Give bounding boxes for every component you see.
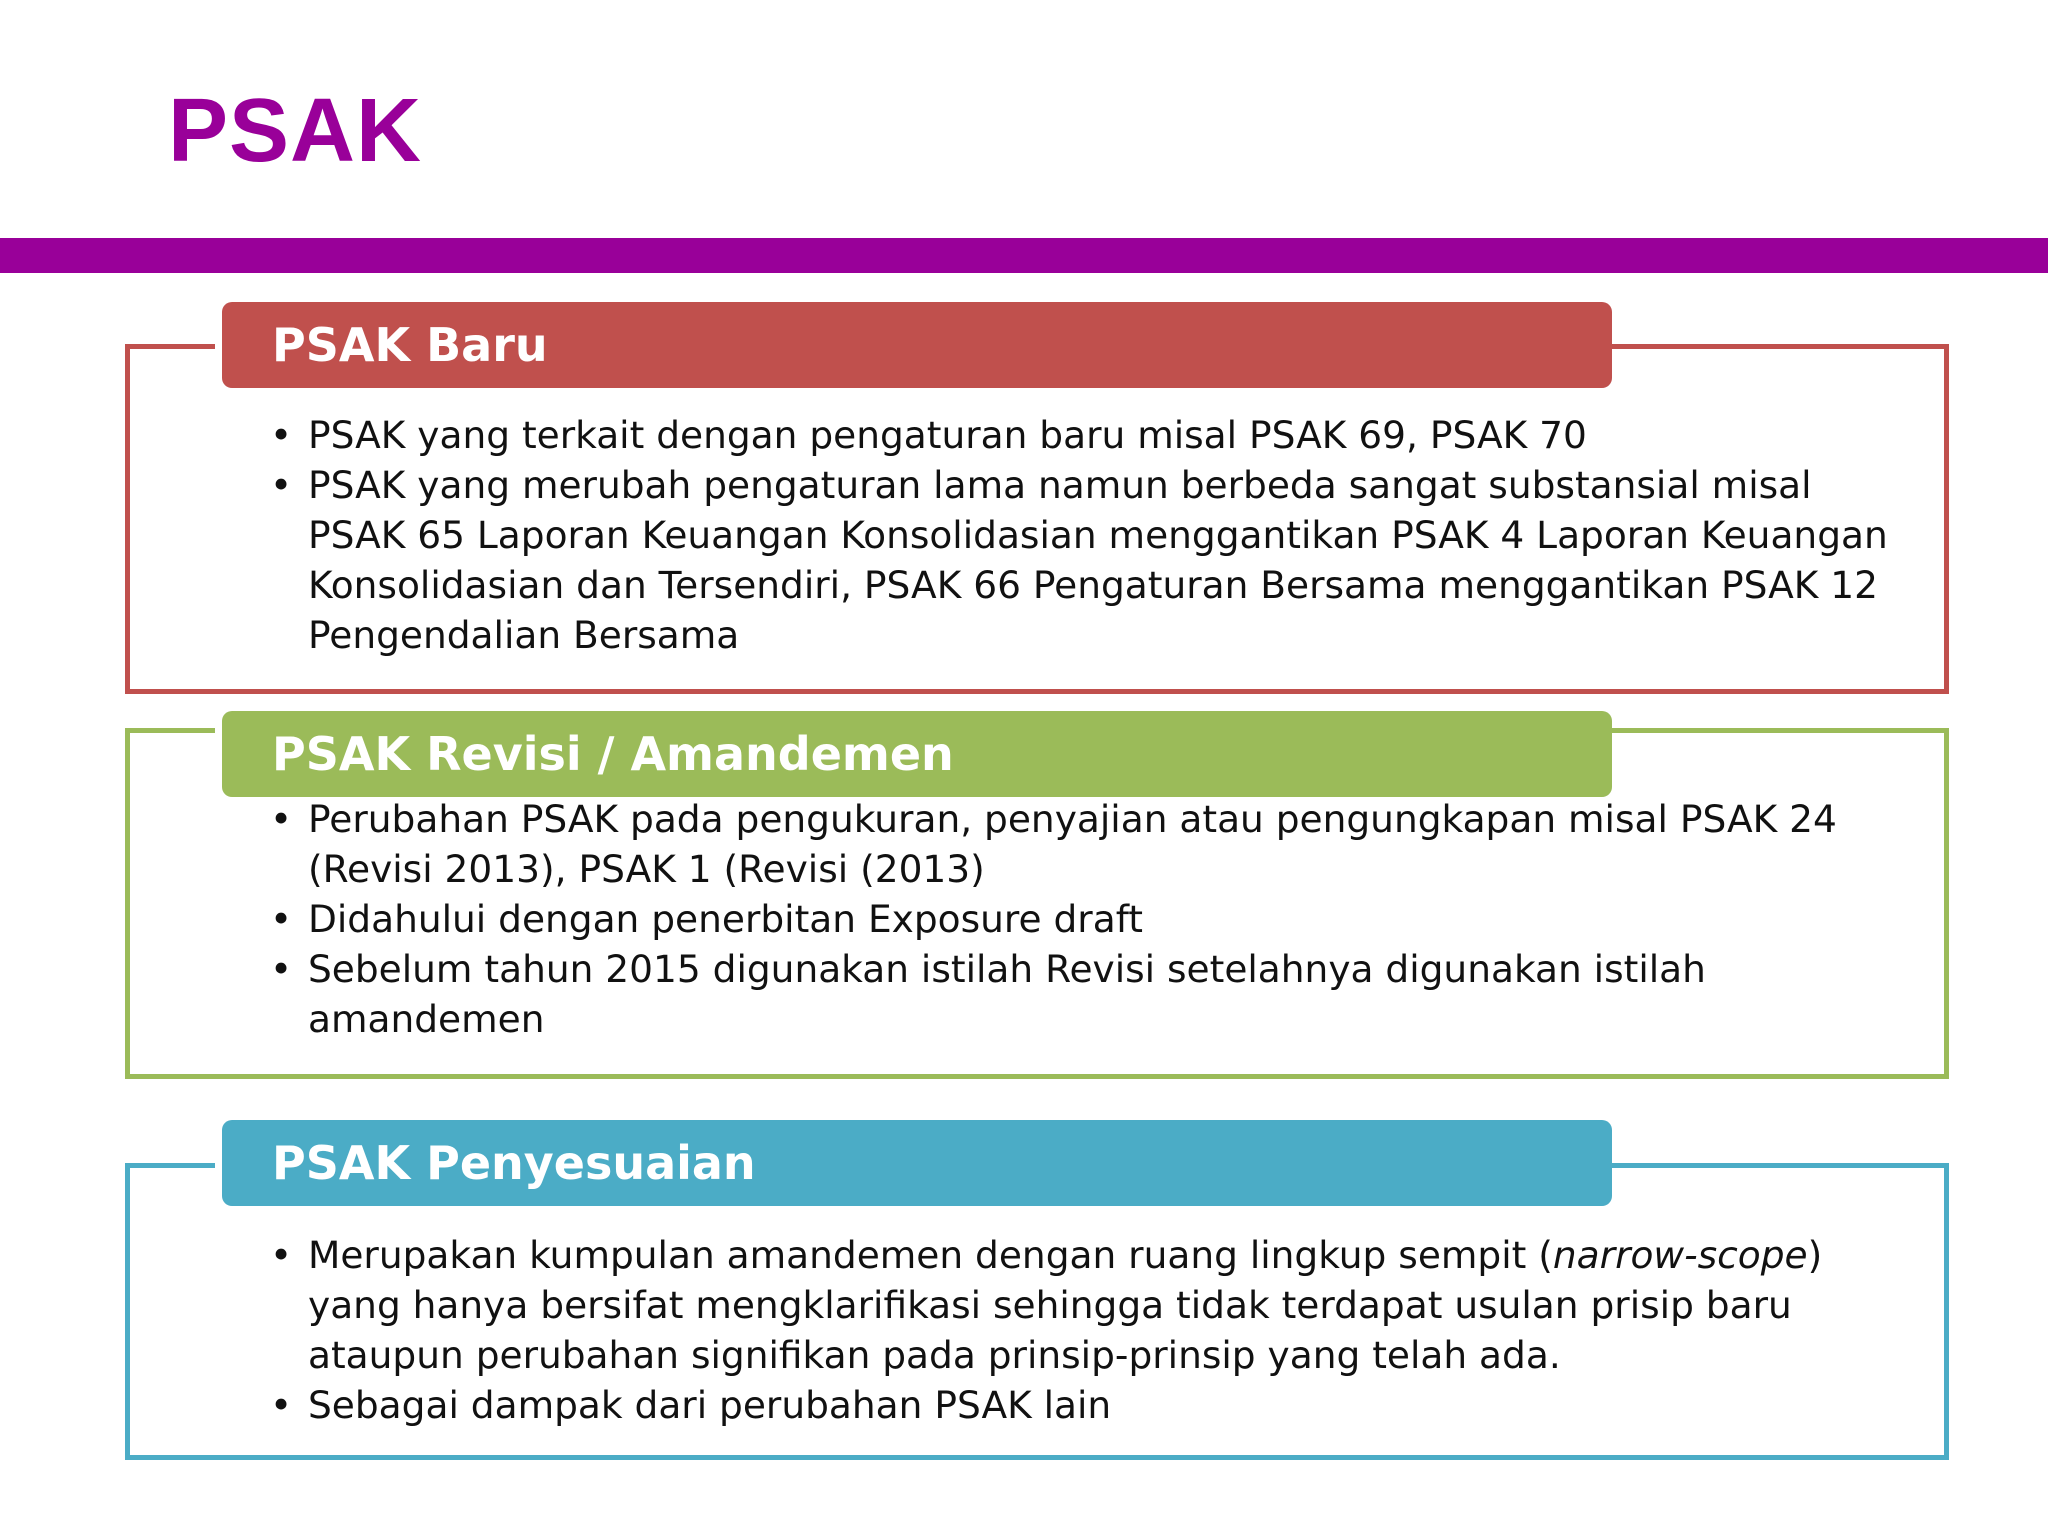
list-item	[270, 894, 1910, 944]
bullet-icon: •	[270, 1383, 293, 1427]
list-item	[270, 794, 1910, 894]
bullet-icon: •	[270, 413, 293, 457]
page-title: PSAK	[168, 81, 423, 181]
bullet-text: Merupakan kumpulan amandemen dengan ruang lingkup sempit (narrow-scope) yang hanya bersifat mengklarifikasi sehingga tidak terdapat usulan prisip baru ataupun perubahan signifikan pada prinsip-prinsip yang telah ada.	[308, 1233, 1823, 1377]
section-heading: PSAK Baru	[222, 302, 1612, 388]
section-psak-baru	[125, 302, 1949, 694]
bullet-text: Sebagai dampak dari perubahan PSAK lain	[308, 1383, 1112, 1427]
bullet-text: Sebelum tahun 2015 digunakan istilah Revisi setelahnya digunakan istilah amandemen	[308, 947, 1706, 1041]
list-item	[270, 1230, 1910, 1380]
bullet-icon: •	[270, 797, 293, 841]
bullet-text: PSAK yang terkait dengan pengaturan baru misal PSAK 69, PSAK 70	[308, 413, 1587, 457]
list-item	[270, 944, 1910, 1044]
section-heading: PSAK Revisi / Amandemen	[222, 711, 1612, 797]
section-psak-penyesuaian	[125, 1120, 1949, 1460]
bullet-icon: •	[270, 947, 293, 991]
section-heading: PSAK Penyesuaian	[222, 1120, 1612, 1206]
list-item	[270, 460, 1910, 660]
list-item	[270, 1380, 1910, 1430]
bullet-text: Perubahan PSAK pada pengukuran, penyajian atau pengungkapan misal PSAK 24 (Revisi 2013), PSAK 1 (Revisi (2013)	[308, 797, 1837, 891]
section-psak-revisi	[125, 711, 1949, 1079]
list-item	[270, 410, 1910, 460]
bullet-list	[270, 794, 1910, 1044]
bullet-text: Didahului dengan penerbitan Exposure draft	[308, 897, 1143, 941]
bullet-icon: •	[270, 1233, 293, 1277]
title-divider	[0, 238, 2048, 273]
bullet-text: PSAK yang merubah pengaturan lama namun berbeda sangat substansial misal PSAK 65 Laporan Keuangan Konsolidasian menggantikan PSAK 4 Laporan Keuangan Konsolidasian dan Tersendiri, PSAK 66 Pengaturan Bersama menggantikan PSAK 12 Pengendalian Bersama	[308, 463, 1888, 657]
bullet-icon: •	[270, 463, 293, 507]
bullet-icon: •	[270, 897, 293, 941]
italic-term: narrow-scope	[1552, 1233, 1808, 1277]
bullet-list	[270, 410, 1910, 660]
bullet-list	[270, 1230, 1910, 1430]
